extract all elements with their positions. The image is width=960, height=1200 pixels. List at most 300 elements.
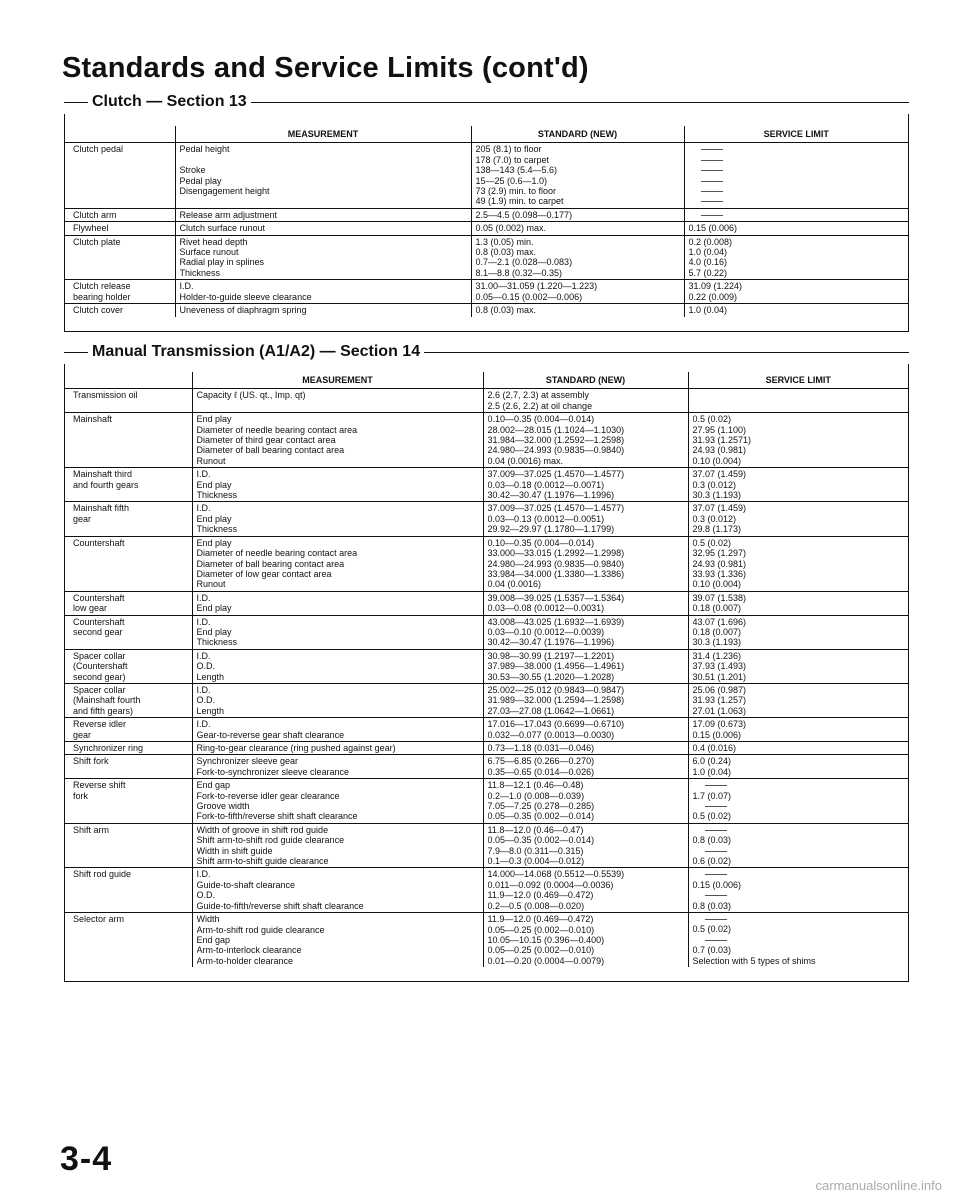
cell-line: 0.03—0.08 (0.0012—0.0031) [487,603,605,614]
cell-line [180,155,468,165]
service-limit-cell [684,304,908,317]
service-limit-cell [688,913,908,968]
cell-line: 138—143 (5.4—5.6) [475,165,558,176]
cell-line: 0.3 (0.012) [692,513,737,524]
measurement-cell [192,615,483,649]
table-row [65,143,908,208]
dash-line-icon [693,846,906,856]
cell-line: second gear [73,626,123,637]
cell-line: I.D. [179,281,194,292]
cell-line: 0.8 (0.03) [692,900,732,911]
measurement-cell [192,779,483,824]
cell-line: 17.09 (0.673) [692,719,747,730]
cell-line: 11.8—12.0 (0.46—0.47) [487,824,584,835]
cell-line: 0.5 (0.02) [692,924,732,935]
cell-line: 0.05—0.15 (0.002—0.006) [475,291,583,302]
service-limit-cell [688,742,908,755]
dash-line-icon [689,165,906,175]
cell-line: Synchronizer ring [73,743,144,753]
clutch-section-header [64,92,909,114]
cell-line: 0.10—0.35 (0.004—0.014) [487,537,595,548]
part-cell [65,649,192,683]
cell-line: 1.7 (0.07) [692,790,732,801]
service-limit-cell [684,222,908,235]
measurement-cell [192,649,483,683]
cell-line: 27.03—27.08 (1.0642—1.0661) [487,705,615,716]
cell-line: Diameter of needle bearing contact area [196,548,358,559]
service-limit-cell [688,718,908,742]
table-row [65,868,908,913]
clutch-section [64,92,909,332]
measurement-cell [192,536,483,591]
cell-line: 0.03—0.18 (0.0012—0.0071) [487,479,605,490]
part-cell [65,913,192,968]
service-limit-cell [688,779,908,824]
standard-cell [483,502,688,536]
part-cell [65,413,192,468]
column-header: MEASUREMENT [192,372,483,389]
part-cell [65,823,192,868]
dash-line-icon [693,869,906,879]
table-row [65,208,908,221]
column-header [65,126,175,143]
standard-cell [471,304,684,317]
cell-line: 37.07 (1.459) [692,503,747,514]
cell-line: 28.002—28.015 (1.1024—1.1030) [487,424,625,435]
cell-line: 30.98—30.99 (1.2197—1.2201) [487,650,615,661]
cell-line: 0.4 (0.016) [692,743,737,753]
table-row [65,468,908,502]
cell-line: Diameter of ball bearing contact area [196,558,345,569]
standard-cell [483,718,688,742]
cell-line: 30.53—30.55 (1.2020—1.2028) [487,671,615,682]
cell-line: 27.01 (1.063) [692,705,747,716]
standard-cell [471,208,684,221]
cell-line: 2.5—4.5 (0.098—0.177) [475,209,573,220]
cell-line: Stroke [179,165,206,176]
cell-line: Surface runout [179,247,239,258]
dash-line-icon [689,196,906,206]
cell-line: and fifth gears) [73,705,134,716]
cell-line: (Countershaft [73,661,128,672]
cell-line: 49 (1.9) min. to carpet [475,196,564,207]
cell-line: Release arm adjustment [179,209,278,220]
cell-line: End play [196,603,232,614]
cell-line: 0.05 (0.002) max. [475,223,547,234]
cell-line: 24.93 (0.981) [692,445,747,456]
cell-line: 7.05—7.25 (0.278—0.285) [487,801,595,812]
cell-line: 24.93 (0.981) [692,558,747,569]
cell-line: Mainshaft [73,414,113,425]
standard-cell [483,649,688,683]
standard-cell [483,742,688,755]
cell-line: 0.7 (0.03) [692,945,732,956]
cell-line: 31.4 (1.236) [692,650,742,661]
cell-line: 0.10—0.35 (0.004—0.014) [487,414,595,425]
cell-line: 25.06 (0.987) [692,684,747,695]
cell-line: Countershaft [73,592,125,603]
cell-line: 0.05—0.25 (0.002—0.010) [487,945,595,956]
cell-line: Thickness [196,637,238,648]
standard-cell [483,868,688,913]
cell-line: Groove width [196,801,250,812]
transmission-section-header [64,342,909,364]
standard-cell [483,389,688,413]
cell-line: 33.000—33.015 (1.2992—1.2998) [487,548,625,559]
cell-line: 0.8 (0.03) [692,835,732,846]
part-cell [65,779,192,824]
service-limit-cell [684,235,908,280]
measurement-cell [192,502,483,536]
cell-line: 0.3 (0.012) [692,479,737,490]
table-row [65,742,908,755]
part-cell [65,143,175,208]
cell-line: 15—25 (0.6—1.0) [475,175,548,186]
cell-line: 0.35—0.65 (0.014—0.026) [487,766,595,777]
table-row [65,413,908,468]
cell-line: I.D. [196,469,211,480]
cell-line: End play [196,479,232,490]
cell-line: Flywheel [73,223,109,234]
table-row [65,536,908,591]
cell-line: Width [196,914,220,925]
cell-line: 4.0 (0.16) [688,257,728,268]
standard-cell [483,913,688,968]
table-row [65,222,908,235]
cell-line: Selection with 5 types of shims [692,955,816,966]
cell-line: 0.5 (0.02) [692,811,732,822]
cell-line: End gap [196,934,231,945]
cell-line: Selector arm [73,914,125,925]
cell-line: I.D. [196,719,211,730]
service-limit-cell [688,468,908,502]
service-limit-cell [688,615,908,649]
standard-cell [471,143,684,208]
cell-line: 31.93 (1.257) [692,695,747,706]
standard-cell [483,779,688,824]
service-limit-cell [688,868,908,913]
cell-line: 39.07 (1.538) [692,592,747,603]
column-header: STANDARD (NEW) [483,372,688,389]
cell-line: 0.2—1.0 (0.008—0.039) [487,790,585,801]
cell-line: 0.2—0.5 (0.008—0.020) [487,900,585,911]
cell-line: Disengagement height [179,186,270,197]
dash-line-icon [693,935,906,945]
measurement-cell [192,755,483,779]
cell-line: Shift arm [73,824,110,835]
cell-line: Pedal play [179,175,222,186]
part-cell [65,235,175,280]
cell-line: Clutch pedal [73,144,124,155]
service-limit-cell [688,389,908,413]
cell-line: Countershaft [73,537,125,548]
cell-line: 0.5 (0.02) [692,537,732,548]
cell-line: 0.10 (0.004) [692,579,742,590]
page-number: 3-4 [60,1140,113,1178]
part-cell [65,222,175,235]
cell-line: 0.03—0.10 (0.0012—0.0039) [487,626,605,637]
cell-line: Thickness [196,524,238,535]
cell-line: 0.15 (0.006) [692,729,742,740]
cell-line: Runout [196,455,226,466]
cell-line: 39.008—39.025 (1.5357—1.5364) [487,592,625,603]
service-limit-cell [688,502,908,536]
cell-line: 27.95 (1.100) [692,424,747,435]
measurement-cell [192,413,483,468]
clutch-section-title: Clutch — Section 13 [88,92,251,112]
cell-line: and fourth gears [73,479,139,490]
cell-line: Uneveness of diaphragm spring [179,305,307,316]
table-row [65,683,908,717]
cell-line: 205 (8.1) to floor [475,144,542,155]
cell-line: 37.93 (1.493) [692,661,747,672]
table-row [65,823,908,868]
cell-line: 5.7 (0.22) [688,267,728,278]
table-row [65,389,908,413]
cell-line: Length [196,705,225,716]
cell-line: 43.07 (1.696) [692,616,747,627]
cell-line: Mainshaft third [73,469,133,480]
measurement-cell [192,468,483,502]
cell-line: I.D. [196,616,211,627]
cell-line: I.D. [196,650,211,661]
cell-line: 0.8 (0.03) max. [475,305,537,316]
dash-line-icon [693,825,906,835]
cell-line: Countershaft [73,616,125,627]
part-cell [65,615,192,649]
cell-line: Holder-to-guide sleeve clearance [179,291,312,302]
cell-line: Clutch release [73,281,131,292]
cell-line: bearing holder [73,291,131,302]
cell-line: 31.00—31.059 (1.220—1.223) [475,281,598,292]
column-header [65,372,192,389]
cell-line: 0.18 (0.007) [692,626,742,637]
cell-line: Clutch arm [73,209,117,220]
measurement-cell [175,208,471,221]
table-row [65,779,908,824]
cell-line: Guide-to-fifth/reverse shift shaft clearance [196,900,364,911]
cell-line: 0.05—0.35 (0.002—0.014) [487,835,595,846]
cell-line: Diameter of low gear contact area [196,568,332,579]
cell-line: Clutch plate [73,236,121,247]
part-cell [65,536,192,591]
cell-line: 0.5 (0.02) [692,414,732,425]
measurement-cell [175,304,471,317]
service-limit-cell [688,591,908,615]
cell-line: End play [196,513,232,524]
cell-line: O.D. [196,695,216,706]
cell-line: Width in shift guide [196,845,273,856]
cell-line: Diameter of ball bearing contact area [196,445,345,456]
cell-line: 25.002—25.012 (0.9843—0.9847) [487,684,625,695]
measurement-cell [175,143,471,208]
part-cell [65,591,192,615]
cell-line: 0.6 (0.02) [692,856,732,867]
cell-line: gear [73,513,92,524]
table-row [65,591,908,615]
measurement-cell [175,280,471,304]
cell-line: Fork-to-fifth/reverse shift shaft clearance [196,811,358,822]
cell-line: Rivet head depth [179,236,248,247]
service-limit-cell [688,413,908,468]
cell-line: 29.8 (1.173) [692,524,742,535]
cell-line: 1.0 (0.04) [692,766,732,777]
service-limit-cell [688,649,908,683]
measurement-cell [192,823,483,868]
cell-line: Fork-to-reverse idler gear clearance [196,790,340,801]
table-row [65,304,908,317]
column-header: SERVICE LIMIT [684,126,908,143]
dash-line-icon [693,780,906,790]
service-limit-cell [684,208,908,221]
measurement-cell [175,222,471,235]
cell-line: Synchronizer sleeve gear [196,756,299,767]
part-cell [65,718,192,742]
cell-line: 0.2 (0.008) [688,236,733,247]
cell-line: second gear) [73,671,126,682]
cell-line: Reverse shift [73,780,126,791]
cell-line: 0.22 (0.009) [688,291,738,302]
cell-line: 37.989—38.000 (1.4956—1.4961) [487,661,625,672]
cell-line: 43.008—43.025 (1.6932—1.6939) [487,616,625,627]
measurement-cell [192,389,483,413]
cell-line: 17.016—17.043 (0.6699—0.6710) [487,719,625,730]
cell-line: 0.011—0.092 (0.0004—0.0036) [487,879,614,890]
standard-cell [471,280,684,304]
standard-cell [471,222,684,235]
cell-line: 31.989—32.000 (1.2594—1.2598) [487,695,625,706]
cell-line: Length [196,671,225,682]
cell-line: fork [73,790,89,801]
cell-line: 33.93 (1.336) [692,568,747,579]
table-row [65,649,908,683]
cell-line: 0.01—0.20 (0.0004—0.0079) [487,955,605,966]
part-cell [65,502,192,536]
cell-line: 11.9—12.0 (0.469—0.472) [487,914,594,925]
cell-line: 14.000—14.068 (0.5512—0.5539) [487,869,625,880]
service-limit-cell [684,143,908,208]
cell-line: 30.42—30.47 (1.1976—1.1996) [487,637,615,648]
cell-line: Shift rod guide [73,869,132,880]
part-cell [65,389,192,413]
cell-line: I.D. [196,684,211,695]
cell-line: low gear [73,603,108,614]
cell-line: 7.9—8.0 (0.311—0.315) [487,845,584,856]
column-header: STANDARD (NEW) [471,126,684,143]
measurement-cell [192,913,483,968]
cell-line: 0.04 (0.0016) [487,579,542,590]
cell-line: Ring-to-gear clearance (ring pushed against gear) [196,743,396,753]
cell-line: Gear-to-reverse gear shaft clearance [196,729,345,740]
dash-line-icon [689,144,906,154]
cell-line: Pedal height [179,144,230,155]
measurement-cell [192,591,483,615]
dash-line-icon [689,155,906,165]
service-limit-cell [688,536,908,591]
cell-line: 6.0 (0.24) [692,756,732,767]
cell-line: 0.15 (0.006) [688,223,738,234]
cell-line: Spacer collar [73,684,126,695]
cell-line: Shift arm-to-shift rod guide clearance [196,835,345,846]
page-title: Standards and Service Limits (cont'd) [62,52,589,84]
part-cell [65,683,192,717]
cell-line: 1.3 (0.05) min. [475,236,534,247]
cell-line: Arm-to-holder clearance [196,955,294,966]
cell-line: 0.73—1.18 (0.031—0.046) [487,743,595,753]
standard-cell [483,823,688,868]
cell-line: I.D. [196,503,211,514]
measurement-cell [192,868,483,913]
cell-line: (Mainshaft fourth [73,695,141,706]
cell-line: Transmission oil [73,390,138,401]
table-row [65,502,908,536]
table-row [65,718,908,742]
part-cell [65,208,175,221]
cell-line: 2.6 (2.7, 2.3) at assembly [487,390,590,401]
part-cell [65,468,192,502]
table-row [65,235,908,280]
service-limit-cell [688,683,908,717]
part-cell [65,742,192,755]
cell-line: 0.032—0.077 (0.0013—0.0030) [487,729,615,740]
table-row [65,755,908,779]
cell-line: Diameter of third gear contact area [196,435,336,446]
cell-line: 24.980—24.993 (0.9835—0.9840) [487,445,625,456]
cell-line: 32.95 (1.297) [692,548,747,559]
cell-line: End play [196,626,232,637]
cell-line: Clutch cover [73,305,124,316]
dash-line-icon [689,176,906,186]
standard-cell [483,755,688,779]
cell-line: 0.7—2.1 (0.028—0.083) [475,257,573,268]
cell-line: 30.51 (1.201) [692,671,747,682]
cell-line: Width of groove in shift rod guide [196,824,329,835]
standard-cell [483,468,688,502]
dash-line-icon [689,186,906,196]
dash-line-icon [689,210,906,220]
cell-line: 29.92—29.97 (1.1780—1.1799) [487,524,615,535]
part-cell [65,280,175,304]
service-limit-cell [684,280,908,304]
cell-line: 31.93 (1.2571) [692,435,752,446]
standard-cell [483,536,688,591]
cell-line: 2.5 (2.6, 2.2) at oil change [487,400,593,411]
cell-line: 11.9—12.0 (0.469—0.472) [487,890,594,901]
cell-line: 0.15 (0.006) [692,879,742,890]
cell-line: Reverse idler [73,719,127,730]
cell-line: Thickness [179,267,221,278]
table-row [65,280,908,304]
standard-cell [483,591,688,615]
cell-line: Arm-to-shift rod guide clearance [196,924,325,935]
transmission-section-title: Manual Transmission (A1/A2) — Section 14 [88,342,424,362]
service-limit-cell [688,823,908,868]
cell-line: 1.0 (0.04) [688,305,728,316]
service-limit-cell [688,755,908,779]
cell-line: 37.009—37.025 (1.4570—1.4577) [487,503,625,514]
cell-line: Thickness [196,490,238,501]
cell-line: 1.0 (0.04) [688,247,728,258]
standard-cell [471,235,684,280]
part-cell [65,755,192,779]
table-row [65,913,908,968]
part-cell [65,868,192,913]
cell-line: 0.10 (0.004) [692,455,742,466]
standard-cell [483,683,688,717]
cell-line: 37.07 (1.459) [692,469,747,480]
cell-line: 33.984—34.000 (1.3380—1.3386) [487,568,625,579]
measurement-cell [192,683,483,717]
